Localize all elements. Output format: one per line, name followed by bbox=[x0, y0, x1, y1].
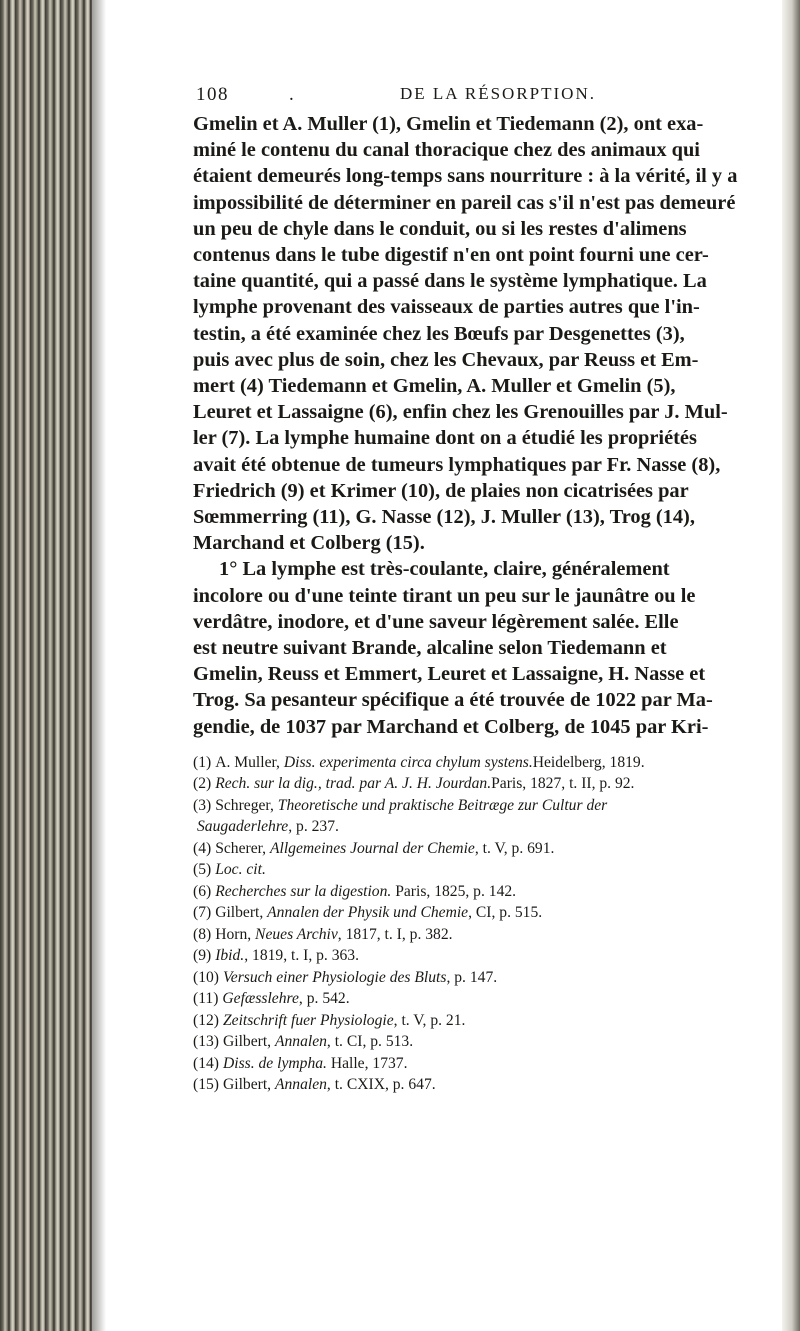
body-line: impossibilité de déterminer en pareil cas s'il n'est pas demeuré bbox=[193, 191, 736, 214]
footnote-ital: Diss. experimenta circa chylum systens. bbox=[283, 753, 533, 771]
body-line: ler (7). La lymphe humaine dont on a étudié les propriétés bbox=[193, 427, 697, 450]
footnote-ital: Neues Archiv bbox=[255, 925, 338, 943]
running-head bbox=[193, 84, 768, 110]
footnote-post: , 1817, t. I, p. 382. bbox=[337, 925, 453, 943]
footnote-num: (7) bbox=[193, 904, 212, 922]
footnote-post: , t. CXIX, p. 647. bbox=[326, 1076, 436, 1094]
body-line: Gmelin, Reuss et Emmert, Leuret et Lassaigne, H. Nasse et bbox=[193, 663, 706, 686]
footnote-post: , 1819, t. I, p. 363. bbox=[244, 947, 360, 965]
footnote-ital: Annalen bbox=[274, 1076, 327, 1094]
footnote-num: (10) bbox=[193, 968, 219, 986]
body-line: Marchand et Colberg (15). bbox=[193, 532, 425, 555]
body-line: Trog. Sa pesanteur spécifique a été trouvée de 1022 par Ma- bbox=[193, 689, 713, 712]
footnote-num: (9) bbox=[193, 947, 212, 965]
footnote-num: (11) bbox=[193, 990, 219, 1008]
footnote bbox=[193, 967, 768, 989]
body-line: miné le contenu du canal thoracique chez des animaux qui bbox=[193, 139, 700, 162]
footnote-num: (3) bbox=[193, 796, 212, 814]
footnote-ital: Ibid. bbox=[215, 947, 245, 965]
footnote bbox=[193, 902, 768, 924]
body-line: puis avec plus de soin, chez les Chevaux, par Reuss et Em- bbox=[193, 348, 699, 371]
footnote-num: (1) bbox=[193, 753, 212, 771]
footnote-num: (5) bbox=[193, 861, 212, 879]
footnote-num: (14) bbox=[193, 1054, 219, 1072]
body-text bbox=[193, 111, 768, 740]
body-line: testin, a été examinée chez les Bœufs par Desgenettes (3), bbox=[193, 322, 685, 345]
body-line: gendie, de 1037 par Marchand et Colberg, de 1045 par Kri- bbox=[193, 715, 709, 738]
footnote-pre: Gilbert, bbox=[222, 1076, 275, 1094]
footnote-num: (6) bbox=[193, 882, 212, 900]
footnote bbox=[193, 859, 768, 881]
footnote-pre: Gilbert, bbox=[222, 1033, 275, 1051]
footnote-ital: Diss. de lympha. bbox=[222, 1054, 327, 1072]
footnote-num: (12) bbox=[193, 1011, 219, 1029]
footnote bbox=[193, 773, 768, 795]
footnote bbox=[193, 795, 768, 817]
footnote bbox=[193, 1053, 768, 1075]
footnote bbox=[193, 881, 768, 903]
book-binding bbox=[0, 0, 92, 1331]
footnote-pre: Schreger, bbox=[215, 796, 278, 814]
footnote-ital: Zeitschrift fuer Physiologie bbox=[222, 1011, 394, 1029]
footnote-post: , t. V, p. 21. bbox=[393, 1011, 466, 1029]
footnote-ital: Theoretische und praktische Beitræge zur Cultur der bbox=[277, 796, 608, 814]
footnote-num: (15) bbox=[193, 1076, 219, 1094]
page-number: 108 bbox=[196, 84, 229, 105]
footnote bbox=[193, 752, 768, 774]
page-edge bbox=[782, 0, 800, 1331]
footnote-ital: Versuch einer Physiologie des Bluts bbox=[222, 968, 447, 986]
footnote bbox=[193, 945, 768, 967]
footnote-num: (4) bbox=[193, 839, 212, 857]
footnote-pre: A. Muller, bbox=[215, 753, 284, 771]
footnote bbox=[193, 838, 768, 860]
footnote-ital: Rech. sur la dig., trad. par A. J. H. Jourdan. bbox=[215, 775, 492, 793]
body-line: Sœmmerring (11), G. Nasse (12), J. Muller (13), Trog (14), bbox=[193, 506, 695, 529]
footnote bbox=[193, 1031, 768, 1053]
footnote-post: , p. 147. bbox=[446, 968, 498, 986]
footnote-pre: Scherer, bbox=[215, 839, 270, 857]
footnote-post: Paris, 1827, t. II, p. 92. bbox=[491, 775, 635, 793]
body-line: taine quantité, qui a passé dans le système lymphatique. La bbox=[193, 270, 707, 293]
footnote bbox=[193, 924, 768, 946]
running-head-title: DE LA RÉSORPTION. bbox=[400, 84, 596, 103]
footnote-ital: Recherches sur la digestion. bbox=[215, 882, 392, 900]
footnote-ital: Loc. cit. bbox=[215, 861, 266, 879]
footnote-ital: Gefæsslehre bbox=[222, 990, 299, 1008]
body-line: avait été obtenue de tumeurs lymphatiques par Fr. Nasse (8), bbox=[193, 453, 721, 476]
footnote-num: (8) bbox=[193, 925, 212, 943]
footnote-ital: Annalen bbox=[274, 1033, 327, 1051]
footnote-num: (13) bbox=[193, 1033, 219, 1051]
footnote-post: , p. 542. bbox=[298, 990, 350, 1008]
body-line: verdâtre, inodore, et d'une saveur légèrement salée. Elle bbox=[193, 610, 679, 633]
footnote-pre: Gilbert, bbox=[215, 904, 268, 922]
footnote bbox=[193, 1010, 768, 1032]
footnote bbox=[193, 988, 768, 1010]
footnote-post: , CI, p. 515. bbox=[468, 904, 543, 922]
body-line: Leuret et Lassaigne (6), enfin chez les Grenouilles par J. Mul- bbox=[193, 401, 728, 424]
footnote-post: Paris, 1825, p. 142. bbox=[391, 882, 517, 900]
body-line: 1° La lymphe est très-coulante, claire, généralement bbox=[219, 558, 670, 581]
footnote-ital: Allgemeines Journal der Chemie bbox=[269, 839, 475, 857]
body-line: Friedrich (9) et Krimer (10), de plaies non cicatrisées par bbox=[193, 479, 689, 502]
body-line: incolore ou d'une teinte tirant un peu sur le jaunâtre ou le bbox=[193, 584, 696, 607]
footnote-pre: Horn, bbox=[215, 925, 256, 943]
footnote-post: , t. V, p. 691. bbox=[474, 839, 555, 857]
footnote-post: , p. 237. bbox=[288, 818, 339, 836]
footnote bbox=[193, 1074, 768, 1096]
footnote bbox=[193, 816, 768, 838]
body-line: un peu de chyle dans le conduit, ou si les restes d'alimens bbox=[193, 217, 687, 240]
book-page bbox=[193, 84, 768, 1096]
running-head-separator: . bbox=[289, 84, 296, 105]
body-line: Gmelin et A. Muller (1), Gmelin et Tiedemann (2), ont exa- bbox=[193, 113, 704, 135]
footnote-ital: Saugaderlehre bbox=[197, 818, 289, 836]
footnote-num: (2) bbox=[193, 775, 212, 793]
footnotes bbox=[193, 752, 768, 1096]
footnote-post: , t. CI, p. 513. bbox=[326, 1033, 414, 1051]
footnote-post: Halle, 1737. bbox=[326, 1054, 408, 1072]
body-line: mert (4) Tiedemann et Gmelin, A. Muller et Gmelin (5), bbox=[193, 375, 676, 398]
body-line: étaient demeurés long-temps sans nourriture : à la vérité, il y a bbox=[193, 165, 738, 188]
footnote-post: Heidelberg, 1819. bbox=[532, 753, 645, 771]
body-line: contenus dans le tube digestif n'en ont point fourni une cer- bbox=[193, 244, 709, 267]
footnote-ital: Annalen der Physik und Chemie bbox=[267, 904, 469, 922]
body-line: lymphe provenant des vaisseaux de parties autres que l'in- bbox=[193, 296, 700, 319]
body-line: est neutre suivant Brande, alcaline selon Tiedemann et bbox=[193, 637, 667, 660]
